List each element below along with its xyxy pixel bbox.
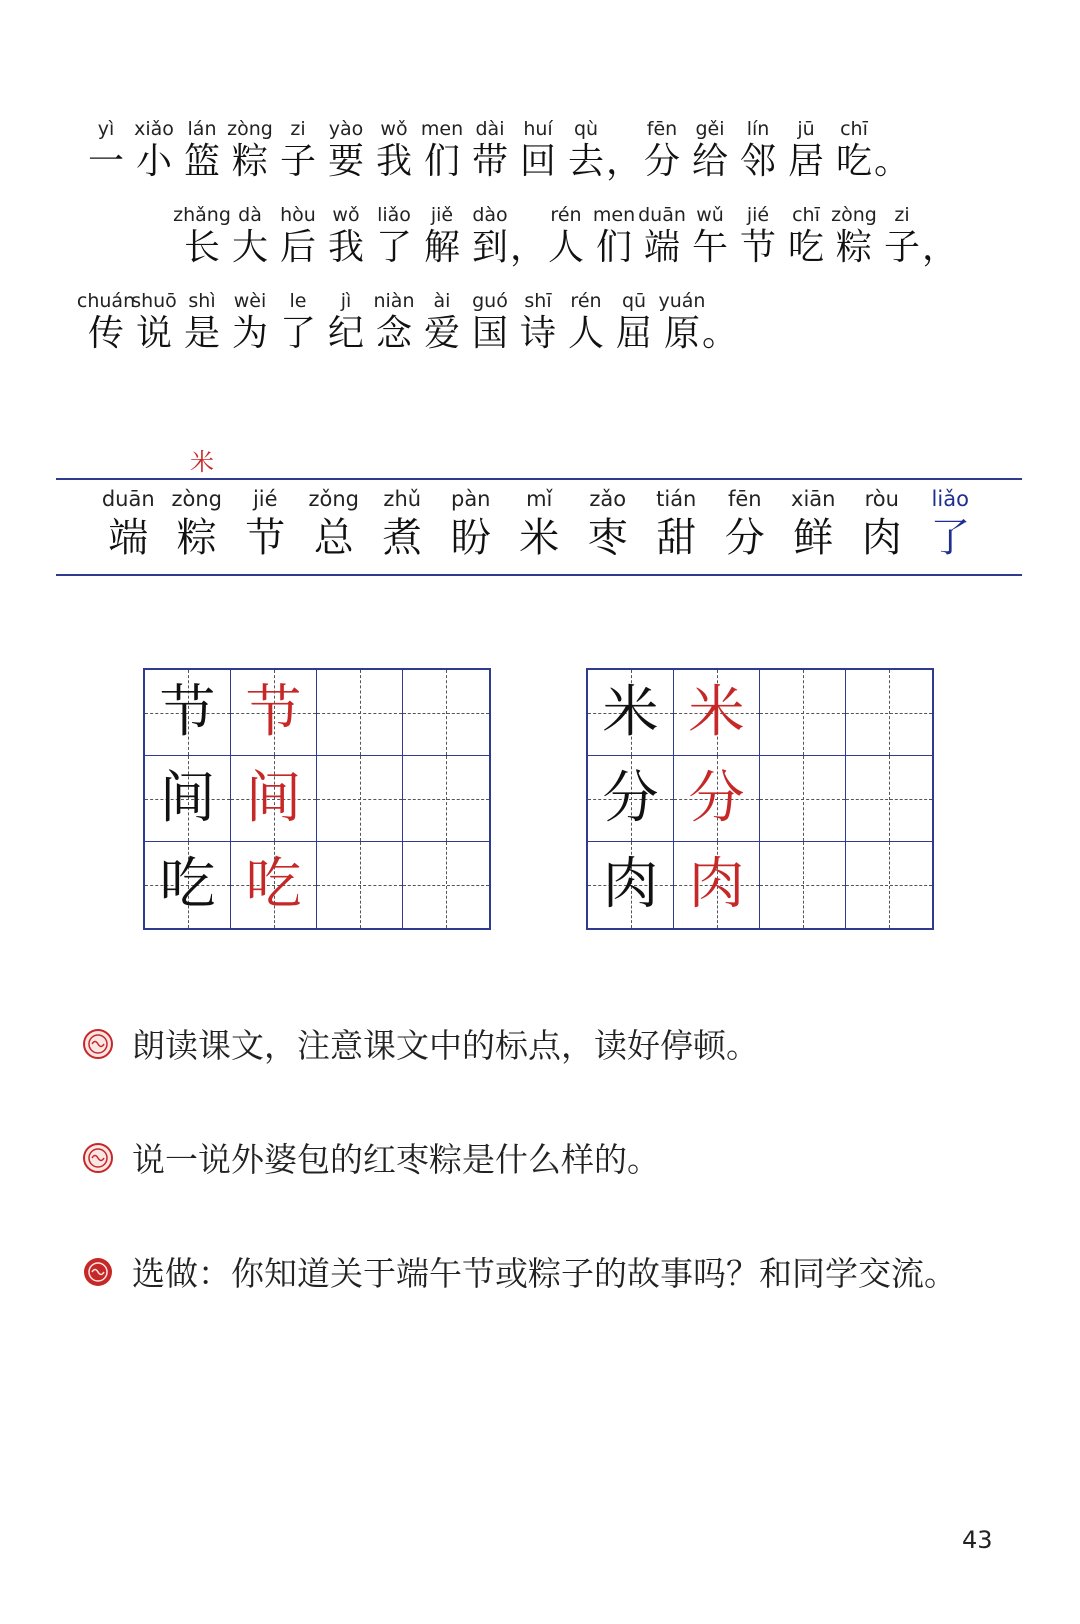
pinyin: zòng	[227, 118, 273, 140]
practice-cell	[403, 842, 489, 928]
ruby-character	[734, 204, 782, 270]
ruby-character	[178, 118, 226, 184]
hanzi: 了	[279, 313, 316, 354]
pinyin: men	[592, 204, 636, 226]
writing-grid-right	[586, 668, 934, 930]
new-word	[163, 486, 232, 564]
ruby-character	[274, 290, 322, 356]
ruby-character	[878, 204, 926, 270]
pinyin: huí	[523, 118, 553, 140]
hanzi: 为	[231, 313, 268, 354]
ruby-character	[638, 204, 686, 270]
ruby-character	[226, 118, 274, 184]
ruby-character	[562, 290, 610, 356]
hanzi: 后	[279, 227, 316, 268]
word-pinyin: jié	[252, 487, 278, 511]
model-character-cell	[145, 842, 231, 928]
hanzi: 解	[423, 227, 460, 268]
ruby-character	[178, 290, 226, 356]
hanzi: 诗	[519, 313, 556, 354]
hanzi: 要	[327, 141, 364, 182]
ruby-character	[370, 204, 418, 270]
hanzi: ，	[510, 227, 547, 268]
exercise-text: 选做：你知道关于端午节或粽子的故事吗？和同学交流。	[132, 1254, 957, 1293]
word-hanzi: 枣	[587, 515, 628, 561]
trace-character-cell	[674, 670, 760, 756]
word-pinyin: fēn	[727, 487, 762, 511]
new-word	[574, 486, 643, 564]
word-band-bottom-rule	[56, 574, 1022, 576]
trace-character-cell	[674, 842, 760, 928]
pinyin: ài	[433, 290, 451, 312]
hanzi: 篮	[183, 141, 220, 182]
pinyin: jié	[746, 204, 770, 226]
exercise-text: 说一说外婆包的红枣粽是什么样的。	[132, 1140, 660, 1179]
trace-character-cell	[674, 756, 760, 842]
word-pinyin: tián	[656, 487, 697, 511]
model-character-cell	[145, 670, 231, 756]
writing-grid-left	[143, 668, 491, 930]
ruby-character	[542, 204, 590, 270]
seal-icon	[82, 1142, 114, 1174]
ruby-character	[830, 118, 878, 184]
model-character: 节	[159, 679, 216, 745]
hanzi: 们	[595, 227, 632, 268]
practice-cell	[403, 756, 489, 842]
trace-character-cell	[231, 842, 317, 928]
pinyin: yuán	[658, 290, 706, 312]
model-character-cell	[588, 842, 674, 928]
passage-line-1	[82, 118, 911, 184]
new-word	[916, 486, 985, 564]
ruby-character	[466, 204, 514, 270]
hanzi: 带	[471, 141, 508, 182]
word-hanzi: 煮	[382, 515, 423, 561]
practice-cell	[317, 842, 403, 928]
hanzi: 大	[231, 227, 268, 268]
pinyin: chuán	[76, 290, 136, 312]
exercise-1	[82, 1020, 759, 1067]
word-hanzi: 分	[724, 515, 765, 561]
trace-character-cell	[231, 756, 317, 842]
passage-line-3	[76, 290, 739, 356]
model-character: 间	[159, 765, 216, 831]
hanzi: 吃	[787, 227, 824, 268]
pinyin: lán	[187, 118, 217, 140]
ruby-character	[514, 290, 562, 356]
hanzi: 。	[702, 313, 739, 354]
seal-icon	[82, 1028, 114, 1060]
ruby-character	[830, 204, 878, 270]
ruby-character	[82, 118, 130, 184]
hanzi: 人	[547, 227, 584, 268]
new-word	[368, 486, 437, 564]
pinyin: qù	[573, 118, 599, 140]
punctuation	[874, 118, 911, 184]
trace-character: 肉	[688, 852, 745, 917]
hanzi: 国	[471, 313, 508, 354]
pinyin: shuō	[131, 290, 177, 312]
ruby-character	[130, 290, 178, 356]
ruby-character	[322, 118, 370, 184]
word-pinyin: ròu	[864, 487, 899, 511]
word-hanzi: 端	[108, 515, 149, 561]
ruby-character	[562, 118, 610, 184]
ruby-character	[130, 118, 178, 184]
pinyin: zi	[894, 204, 910, 226]
practice-cell	[846, 670, 932, 756]
new-word	[642, 486, 711, 564]
hanzi: 屈	[615, 313, 652, 354]
pinyin: shì	[188, 290, 216, 312]
pinyin: chī	[792, 204, 820, 226]
new-word	[505, 486, 574, 564]
ruby-character	[322, 204, 370, 270]
radical-mark: 米	[190, 448, 214, 476]
practice-cell	[846, 756, 932, 842]
hanzi: 给	[691, 141, 728, 182]
hanzi: 粽	[835, 227, 872, 268]
new-word	[437, 486, 506, 564]
hanzi: 子	[279, 141, 316, 182]
ruby-character	[76, 290, 136, 356]
punctuation	[702, 290, 739, 356]
new-word	[300, 486, 369, 564]
hanzi: 。	[874, 141, 911, 182]
ruby-character	[274, 204, 322, 270]
ruby-character	[418, 118, 466, 184]
hanzi: 邻	[739, 141, 776, 182]
ruby-character	[686, 118, 734, 184]
hanzi: 节	[739, 227, 776, 268]
pinyin: zòng	[831, 204, 877, 226]
ruby-character	[173, 204, 231, 270]
pinyin: yào	[328, 118, 364, 140]
pinyin: niàn	[373, 290, 415, 312]
model-character-cell	[588, 756, 674, 842]
pinyin: rén	[570, 290, 602, 312]
practice-cell	[846, 842, 932, 928]
punctuation	[922, 204, 959, 270]
hanzi: 吃	[835, 141, 872, 182]
new-word	[779, 486, 848, 564]
pinyin: yì	[97, 118, 115, 140]
word-pinyin: duān	[101, 487, 155, 511]
ruby-character	[226, 204, 274, 270]
hanzi: 分	[643, 141, 680, 182]
practice-cell	[403, 670, 489, 756]
pinyin: le	[289, 290, 307, 312]
word-hanzi: 粽	[176, 515, 217, 561]
word-pinyin: zhǔ	[383, 487, 422, 511]
pinyin: liǎo	[377, 204, 411, 226]
ruby-character	[418, 204, 466, 270]
pinyin: duān	[638, 204, 686, 226]
new-words-row	[94, 486, 985, 564]
pinyin: dài	[475, 118, 505, 140]
pinyin: zi	[290, 118, 306, 140]
hanzi: ，	[922, 227, 959, 268]
trace-character: 间	[245, 765, 302, 831]
trace-character: 吃	[245, 852, 302, 917]
pinyin: lín	[746, 118, 770, 140]
ruby-character	[782, 204, 830, 270]
hanzi: 去	[567, 141, 604, 182]
hanzi: 说	[135, 313, 172, 354]
hanzi: 是	[183, 313, 220, 354]
word-hanzi: 节	[245, 515, 286, 561]
pinyin: dào	[472, 204, 508, 226]
new-word	[231, 486, 300, 564]
hanzi: 居	[787, 141, 824, 182]
seal-icon-filled	[82, 1256, 114, 1288]
pinyin: xiǎo	[134, 118, 174, 140]
ruby-character	[418, 290, 466, 356]
word-hanzi: 了	[930, 515, 971, 561]
model-character: 吃	[159, 852, 216, 917]
word-hanzi: 肉	[861, 515, 902, 561]
pinyin: wǒ	[332, 204, 360, 226]
hanzi: 长	[183, 227, 220, 268]
ruby-character	[514, 118, 562, 184]
ruby-character	[658, 290, 706, 356]
hanzi: 人	[567, 313, 604, 354]
ruby-character	[590, 204, 638, 270]
practice-cell	[760, 756, 846, 842]
model-character-cell	[588, 670, 674, 756]
trace-character: 分	[688, 765, 745, 831]
pinyin: guó	[472, 290, 508, 312]
exercise-2	[82, 1134, 660, 1181]
exercise-3	[82, 1248, 957, 1295]
ruby-character	[734, 118, 782, 184]
pinyin: fēn	[646, 118, 678, 140]
trace-character: 节	[245, 679, 302, 745]
hanzi: 念	[375, 313, 412, 354]
trace-character: 米	[688, 679, 745, 745]
ruby-character	[782, 118, 830, 184]
pinyin: chī	[840, 118, 868, 140]
word-hanzi: 米	[519, 515, 560, 561]
hanzi: 回	[519, 141, 556, 182]
word-pinyin: mǐ	[526, 487, 553, 511]
passage-line-2	[173, 204, 959, 270]
pinyin: shī	[524, 290, 552, 312]
pinyin: rén	[550, 204, 582, 226]
pinyin: jū	[797, 118, 815, 140]
word-pinyin: xiān	[791, 487, 836, 511]
hanzi: 子	[883, 227, 920, 268]
word-pinyin: zǎo	[589, 487, 627, 511]
new-word	[711, 486, 780, 564]
practice-cell	[317, 756, 403, 842]
word-pinyin: pàn	[450, 487, 491, 511]
word-band-top-rule	[56, 478, 1022, 480]
pinyin: wǔ	[696, 204, 724, 226]
pinyin: qū	[621, 290, 647, 312]
word-pinyin: liǎo	[931, 487, 969, 511]
pinyin: dà	[238, 204, 262, 226]
practice-cell	[760, 842, 846, 928]
hanzi: 原	[663, 313, 700, 354]
hanzi: 们	[423, 141, 460, 182]
model-character: 分	[602, 765, 659, 831]
hanzi: 端	[643, 227, 680, 268]
ruby-character	[322, 290, 370, 356]
model-character-cell	[145, 756, 231, 842]
ruby-character	[686, 204, 734, 270]
ruby-character	[370, 290, 418, 356]
hanzi: 小	[135, 141, 172, 182]
word-hanzi: 总	[313, 515, 354, 561]
hanzi: ，	[606, 141, 643, 182]
pinyin: men	[420, 118, 464, 140]
pinyin: hòu	[280, 204, 316, 226]
practice-cell	[317, 670, 403, 756]
ruby-character	[274, 118, 322, 184]
word-hanzi: 盼	[450, 515, 491, 561]
ruby-character	[466, 118, 514, 184]
word-hanzi: 鲜	[793, 515, 834, 561]
hanzi: 午	[691, 227, 728, 268]
pinyin: jì	[340, 290, 352, 312]
ruby-character	[638, 118, 686, 184]
word-pinyin: zòng	[171, 487, 222, 511]
hanzi: 了	[375, 227, 412, 268]
punctuation	[510, 204, 547, 270]
model-character: 米	[602, 679, 659, 745]
ruby-character	[466, 290, 514, 356]
pinyin: zhǎng	[173, 204, 231, 226]
pinyin: gěi	[695, 118, 725, 140]
trace-character-cell	[231, 670, 317, 756]
pinyin: jiě	[430, 204, 454, 226]
ruby-character	[226, 290, 274, 356]
hanzi: 粽	[231, 141, 268, 182]
hanzi: 传	[87, 313, 124, 354]
punctuation	[606, 118, 643, 184]
hanzi: 爱	[423, 313, 460, 354]
ruby-character	[370, 118, 418, 184]
hanzi: 纪	[327, 313, 364, 354]
page-number: 43	[962, 1526, 993, 1554]
new-word	[94, 486, 163, 564]
word-hanzi: 甜	[656, 515, 697, 561]
pinyin: wǒ	[380, 118, 408, 140]
practice-cell	[760, 670, 846, 756]
pinyin: wèi	[233, 290, 267, 312]
exercise-text: 朗读课文，注意课文中的标点，读好停顿。	[132, 1026, 759, 1065]
new-word	[848, 486, 917, 564]
hanzi: 我	[327, 227, 364, 268]
ruby-character	[610, 290, 658, 356]
hanzi: 到	[471, 227, 508, 268]
hanzi: 一	[87, 141, 124, 182]
word-pinyin: zǒng	[308, 487, 359, 511]
model-character: 肉	[602, 852, 659, 917]
hanzi: 我	[375, 141, 412, 182]
